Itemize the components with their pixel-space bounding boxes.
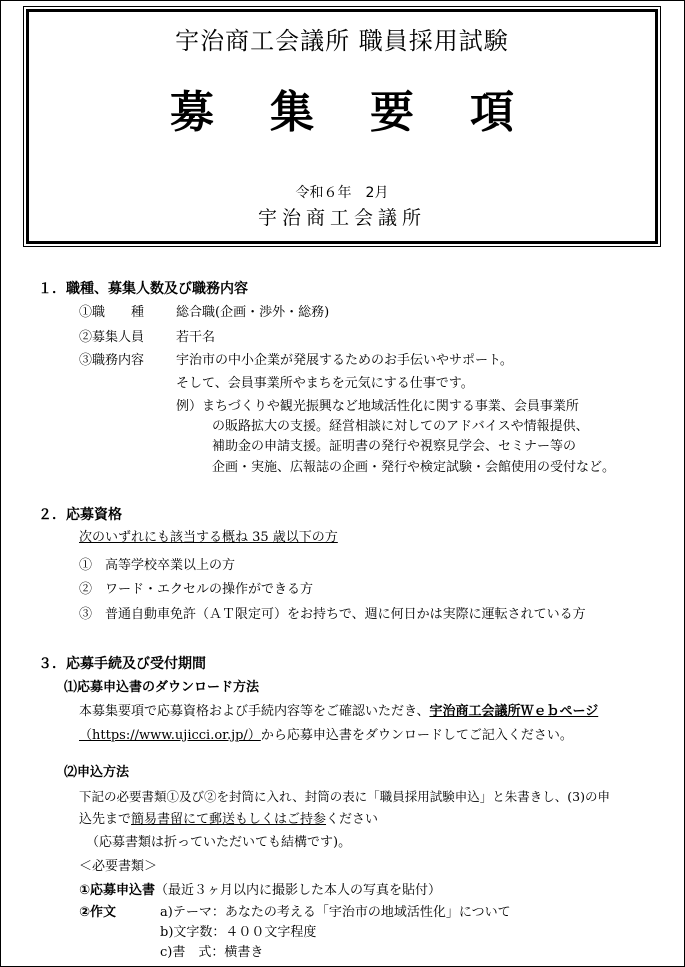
count-value: 若干名: [176, 330, 216, 345]
apply-text: 込先まで: [79, 812, 132, 827]
section-1-heading: １．職種、募集人数及び職務内容: [38, 281, 248, 297]
apply-subheading: ⑵申込方法: [64, 765, 130, 780]
doc2-label: ②作文: [79, 905, 117, 920]
title-box: [23, 6, 661, 247]
duty-line: の販路拡大の支援。経営相談に対してのアドバイスや情報提供、: [212, 419, 589, 434]
download-paragraph-line2: [79, 728, 573, 744]
essay-requirement: a)テーマ：あなたの考える「宇治市の地域活性化」について: [160, 905, 511, 920]
doc1-label: ①応募申込書: [79, 883, 156, 898]
required-docs-heading: ＜必要書類＞: [79, 859, 158, 874]
essay-requirement: c)書 式：横書き: [160, 945, 264, 960]
issue-date: 令和６年 2月: [295, 185, 389, 201]
duty-line: 宇治市の中小企業が発展するためのお手伝いやサポート。: [176, 353, 513, 368]
document-title: 宇治商工会議所 職員採用試験: [175, 27, 509, 55]
organization-name: 宇治商工会議所: [257, 207, 426, 229]
download-text: 本募集要項で応募資格および手続内容等をご確認いただき、: [79, 704, 430, 719]
website-url-link[interactable]: （https://www.ujicci.or.jp/）: [79, 728, 261, 743]
section-2-heading: ２．応募資格: [38, 507, 122, 523]
qualification-item: ② ワード・エクセルの操作ができる方: [79, 582, 314, 597]
qualification-item: ③ 普通自動車免許（ＡＴ限定可）をお持ちで、週に何日かは実際に運転されている方: [79, 607, 586, 622]
required-doc-1: [79, 883, 441, 899]
apply-text: ください: [326, 812, 379, 827]
apply-line: [79, 812, 378, 828]
section-3-heading: ３．応募手続及び受付期間: [38, 656, 206, 672]
duty-line: 企画・実施、広報誌の企画・発行や検定試験・会館使用の受付など。: [212, 460, 616, 475]
doc1-note: （最近３ヶ月以内に撮影した本人の写真を貼付）: [155, 883, 442, 898]
qualification-item: ① 高等学校卒業以上の方: [79, 558, 236, 573]
main-title: 募集要項: [170, 87, 570, 138]
duty-line: 例）まちづくりや観光振興など地域活性化に関する事業、会員事業所: [176, 399, 579, 414]
duty-line: 補助金の申請支援。証明書の発行や視察見学会、セミナー等の: [212, 439, 577, 454]
essay-requirement: b)文字数：４００文字程度: [160, 925, 317, 940]
apply-method: 簡易書留にて郵送もしくはご持参: [131, 812, 327, 827]
website-link[interactable]: 宇治商工会議所Ｗｅｂページ: [429, 704, 599, 719]
download-subheading: ⑴応募申込書のダウンロード方法: [64, 680, 260, 695]
download-text: から応募申込書をダウンロードしてご記入ください。: [260, 728, 573, 743]
qualification-subhead: 次のいずれにも該当する概ね 35 歳以下の方: [79, 530, 338, 545]
job-value: 総合職(企画・渉外・総務): [176, 305, 330, 320]
apply-line: 下記の必要書類①及び②を封筒に入れ、封筒の表に「職員採用試験申込」と朱書きし、(3)の申: [79, 789, 610, 804]
apply-note: （応募書類は折っていただいても結構です)。: [86, 835, 352, 850]
duty-line: そして、会員事業所やまちを元気にする仕事です。: [176, 376, 474, 391]
job-label: ①職 種: [79, 305, 145, 320]
count-label: ②募集人員: [79, 330, 145, 345]
download-paragraph-line1: [79, 704, 598, 720]
duty-label: ③職務内容: [79, 353, 145, 368]
